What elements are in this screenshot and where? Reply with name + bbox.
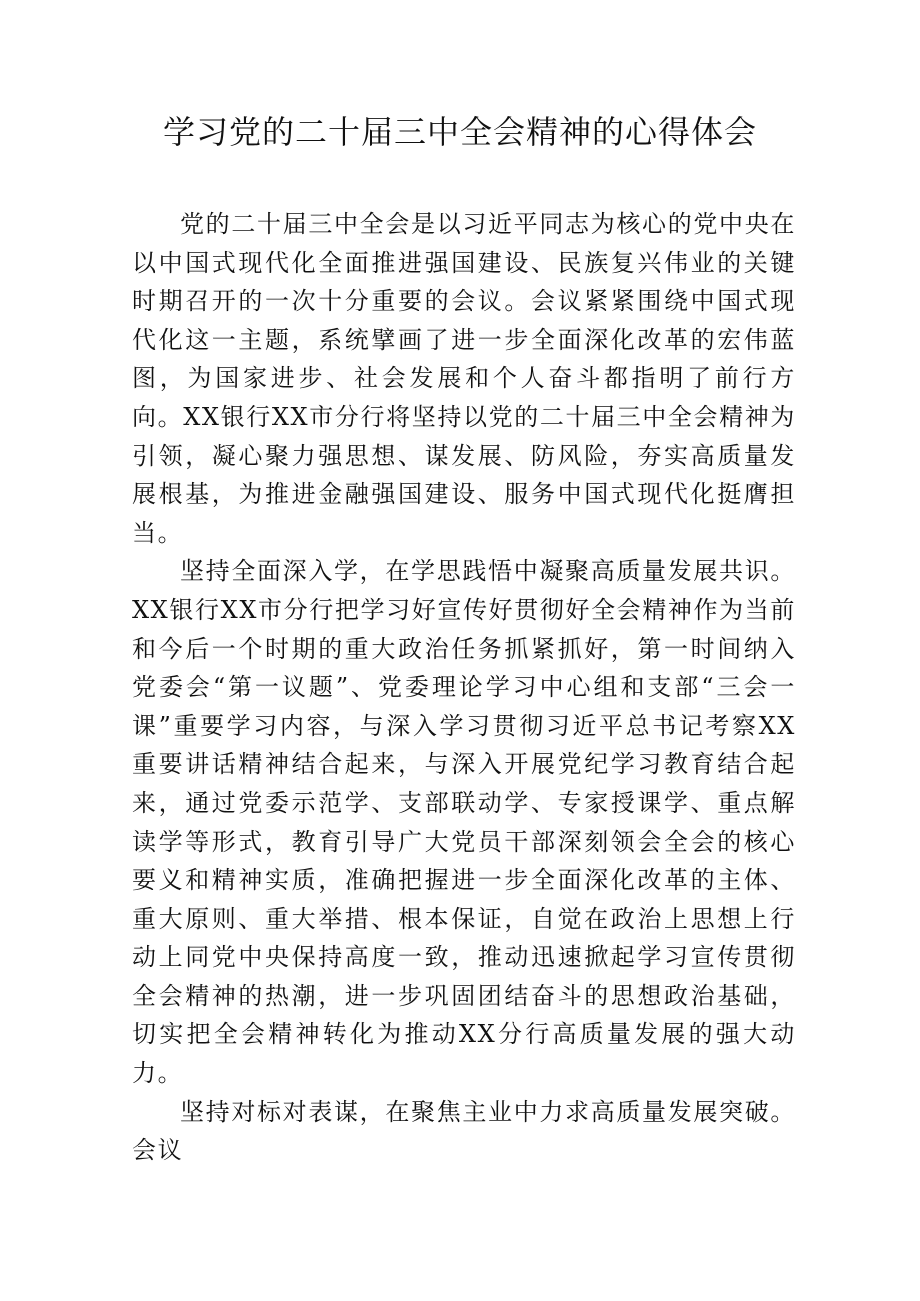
paragraph-study: 坚持全面深入学，在学思践悟中凝聚高质量发展共识。XX银行XX市分行把学习好宣传好贯彻好全会精神作为当前和今后一个时期的重大政治任务抓紧抓好，第一时间纳入党委会“第一议题”、党委理论学习中心组和支部“三会一课”重要学习内容，与深入学习贯彻习近平总书记考察XX重要讲话精神结合起来，与深入开展党纪学习教育结合起来，通过党委示范学、支部联动学、专家授课学、重点解读学等形式，教育引导广大党员干部深刻领会全会的核心要义和精神实质，准确把握进一步全面深化改革的主体、重大原则、重大举措、根本保证，自觉在政治上思想上行动上同党中央保持高度一致，推动迅速掀起学习宣传贯彻全会精神的热潮，进一步巩固团结奋斗的思想政治基础，切实把全会精神转化为推动XX分行高质量发展的强大动力。 (132, 557, 796, 1088)
paragraph-intro: 党的二十届三中全会是以习近平同志为核心的党中央在以中国式现代化全面推进强国建设、民族复兴伟业的关键时期召开的一次十分重要的会议。会议紧紧围绕中国式现代化这一主题，系统擘画了进一步全面深化改革的宏伟蓝图，为国家进步、社会发展和个人奋斗都指明了前行方向。XX银行XX市分行将坚持以党的二十届三中全会精神为引领，凝心聚力强思想、谋发展、防风险，夯实高质量发展根基，为推进金融强国建设、服务中国式现代化挺膺担当。 (132, 210, 796, 547)
document-title: 学习党的二十届三中全会精神的心得体会 (162, 113, 757, 151)
document-body (132, 205, 796, 1170)
paragraph-benchmark: 坚持对标对表谋，在聚焦主业中力求高质量发展突破。会议 (132, 1097, 796, 1165)
